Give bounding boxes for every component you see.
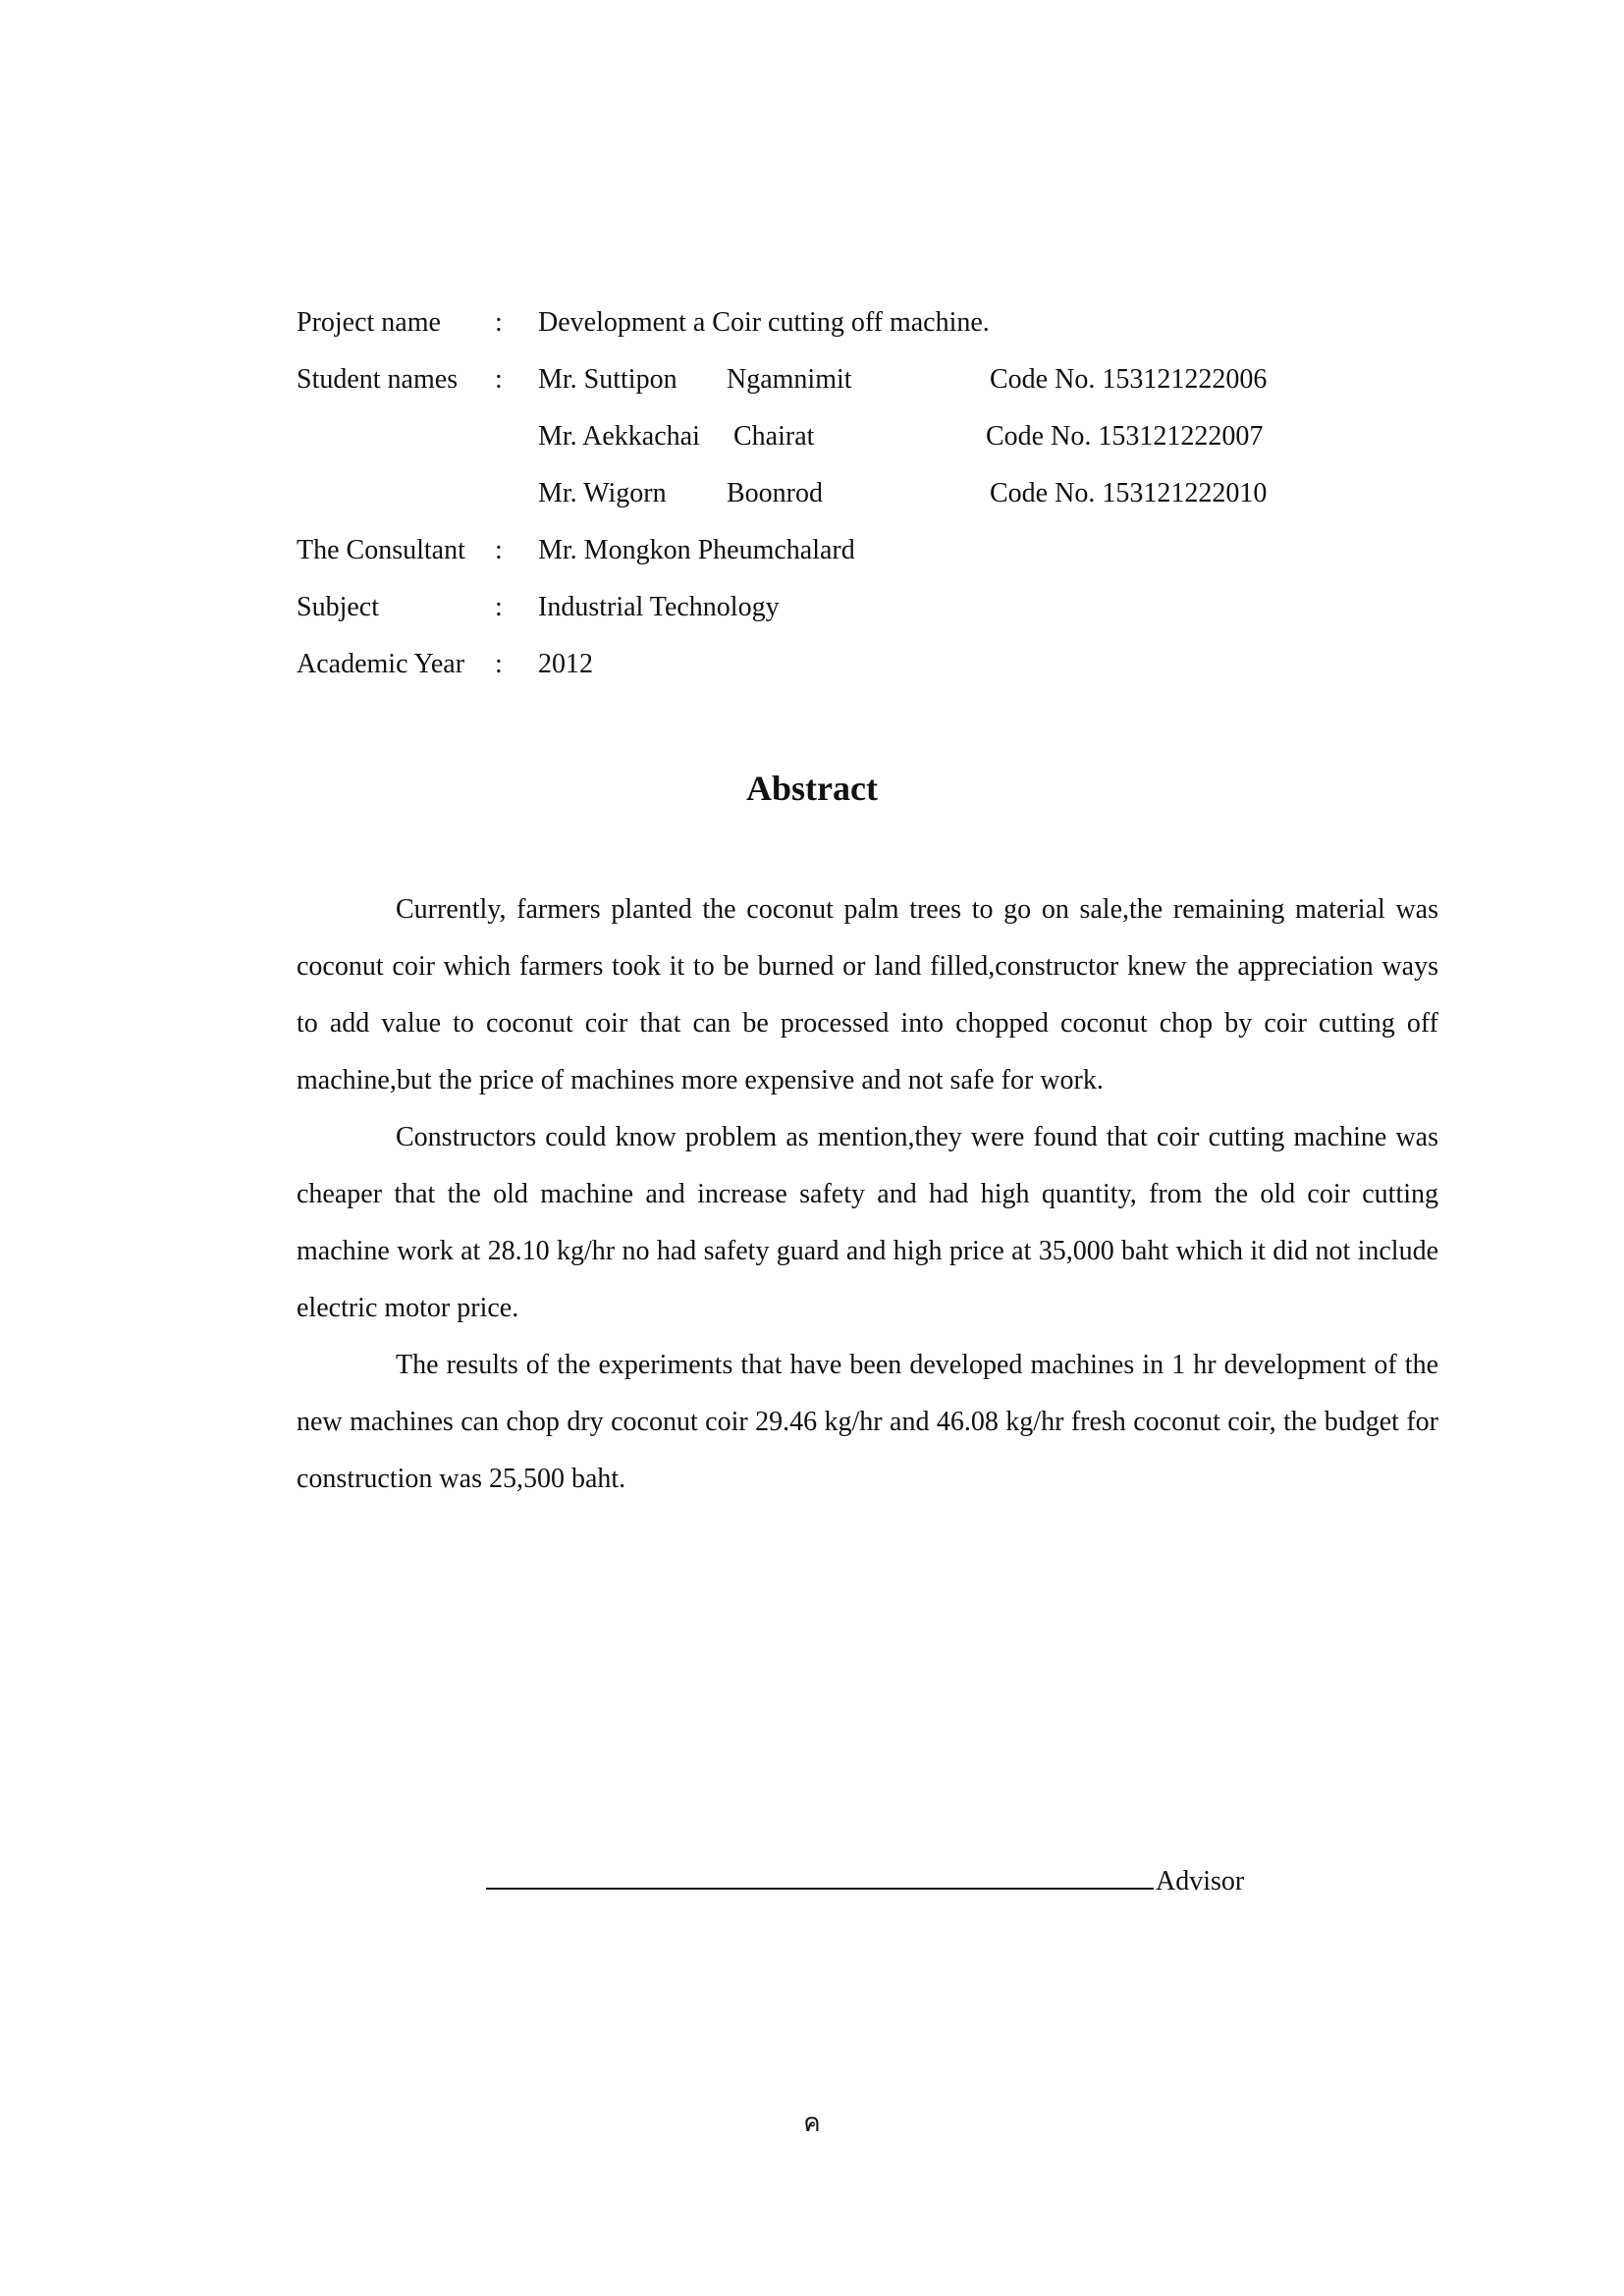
academic-year-value: 2012 [538, 649, 593, 679]
student-first-name: Mr. Aekkachai [538, 421, 700, 452]
student-code: Code No. 153121222010 [990, 478, 1268, 508]
abstract-body [297, 881, 1438, 1508]
student-code: Code No. 153121222007 [986, 421, 1264, 452]
consultant-label: The Consultant [297, 535, 465, 565]
page-number: ค [803, 2109, 821, 2138]
colon: : [495, 307, 503, 338]
project-name-label: Project name [297, 307, 441, 338]
consultant-value: Mr. Mongkon Pheumchalard [538, 535, 855, 565]
project-name-row [297, 300, 1435, 357]
student-first-name: Mr. Wigorn [538, 478, 667, 508]
student-row [297, 414, 1435, 471]
advisor-label: Advisor [1156, 1866, 1245, 1896]
subject-label: Subject [297, 592, 379, 622]
project-info [297, 300, 1435, 699]
subject-value: Industrial Technology [538, 592, 780, 622]
abstract-paragraph: Currently, farmers planted the coconut palm trees to go on sale,the remaining material was coconut coir which farmers took it to be burned or land filled,constructor knew the appreciation ways to add value to coconut coir that can be processed into chopped coconut chop by coir cutting off machine,but the price of machines more expensive and not safe for work. [297, 894, 1438, 1095]
abstract-paragraph: Constructors could know problem as mention,they were found that coir cutting machine was cheaper that the old machine and increase safety and had high quantity, from the old coir cutting machine work at 28.10 kg/hr no had safety guard and high price at 35,000 baht which it did not include electric motor price. [297, 1122, 1438, 1323]
colon: : [495, 364, 503, 395]
subject-row [297, 585, 1435, 642]
advisor-signature [486, 1858, 1244, 1904]
student-last-name: Chairat [733, 421, 815, 452]
colon: : [495, 649, 503, 679]
student-last-name: Boonrod [727, 478, 823, 508]
signature-line [486, 1858, 1154, 1890]
academic-year-row [297, 642, 1435, 699]
student-code: Code No. 153121222006 [990, 364, 1268, 395]
colon: : [495, 592, 503, 622]
student-last-name: Ngamnimit [727, 364, 852, 395]
student-row [297, 471, 1435, 528]
student-names-label: Student names [297, 364, 459, 395]
project-name-value: Development a Coir cutting off machine. [538, 307, 990, 338]
abstract-paragraph: The results of the experiments that have been developed machines in 1 hr development of the new machines can chop dry coconut coir 29.46 kg/hr and 46.08 kg/hr fresh coconut coir, the budget for construction was 25,500 baht. [297, 1350, 1438, 1494]
student-first-name: Mr. Suttipon [538, 364, 677, 395]
consultant-row [297, 528, 1435, 585]
academic-year-label: Academic Year [297, 649, 465, 679]
student-row [297, 357, 1435, 414]
abstract-heading: Abstract [746, 769, 878, 808]
colon: : [495, 535, 503, 565]
